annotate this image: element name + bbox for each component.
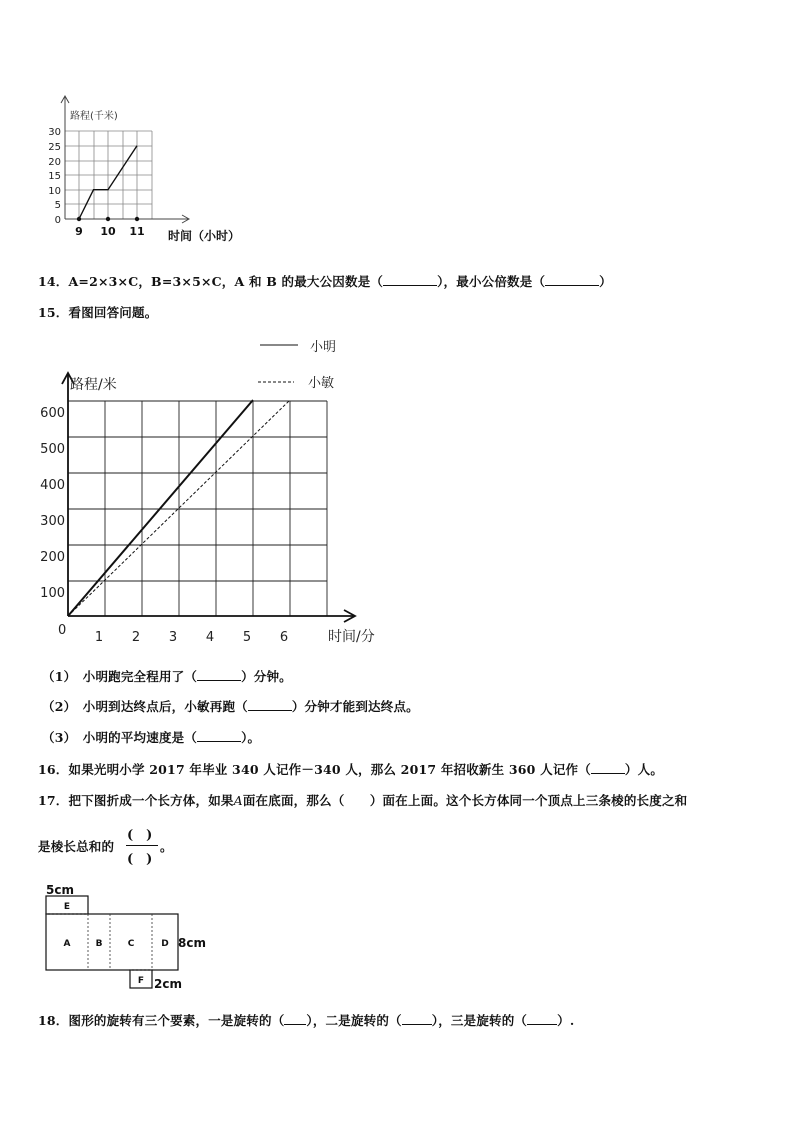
question-15-3 [42,728,260,746]
question-15-1 [42,667,292,685]
net-face-b: B [95,939,103,949]
q14-text-2: ），最小公倍数是（ [437,274,546,289]
chart2-xlabel: 时间/分 [328,629,375,645]
q17-end: 。 [160,839,173,854]
q15-1-text: （1） 小明跑完全程用了（ [42,669,198,684]
q15-2-text: （2） 小明到达终点后，小敏再跑（ [42,699,248,714]
q16-blank[interactable] [591,761,625,774]
chart2-ytick: 600 [40,406,65,421]
question-17-line2: 是棱长总和的 [38,839,115,854]
question-15-title: 15．看图回答问题。 [38,305,158,320]
chart2-ytick: 200 [40,550,65,565]
chart1-grid [65,131,152,219]
q15-2-blank[interactable] [248,698,292,711]
net-face-a: A [63,939,71,949]
net-face-c: C [127,939,135,949]
q18-text-3: ），三是旋转的（ [431,1013,528,1028]
chart2-xtick: 4 [205,630,215,645]
q15-1-blank[interactable] [197,668,241,681]
q14-blank-gcd[interactable] [383,273,437,286]
q18-blank-direction[interactable] [402,1012,432,1025]
q16-text: 16．如果光明小学 2017 年毕业 340 人记作－340 人，那么 2017 年招收新生 360 人记作（ [38,762,591,777]
chart2-xtick: 1 [94,630,104,645]
chart1-xlabel: 时间（小时） [168,229,241,243]
chart2-ytick: 300 [40,514,65,529]
chart1-ytick: 30 [48,127,61,138]
fraction-numerator: ( ) [127,828,153,843]
chart1-ytick: 5 [54,200,61,211]
chart2-ytick: 500 [40,442,65,457]
q14-text-1: 14．A=2×3×C，B=3×5×C，A 和 B 的最大公因数是（ [38,274,384,289]
chart1-dot-11 [135,217,139,221]
chart-xiaoming-xiaomin [36,334,396,652]
net-label-8cm: 8cm [178,936,206,950]
fraction-bar [126,845,158,846]
chart2-xtick: 5 [242,630,252,645]
q14-blank-lcm[interactable] [545,273,599,286]
chart2-xtick: 2 [131,630,141,645]
legend-xiaomin: 小敏 [308,376,335,391]
chart1-xtick: 9 [75,225,83,238]
chart2-ytick: 400 [40,478,65,493]
chart2-ytick: 100 [40,586,65,601]
chart1-ytick: 0 [54,215,61,226]
q16-text-end: ）人。 [624,762,664,777]
q17-text-2: 面在底面，那么（ ）面在上面。这个长方体同一个顶点上三条棱的长度之和 [242,793,688,808]
q17-face-a: A [233,793,243,808]
question-18 [38,1011,574,1029]
question-17-line1 [38,791,687,809]
net-face-d: D [161,939,169,949]
q15-3-blank[interactable] [197,729,241,742]
chart2-xtick: 3 [168,630,178,645]
chart1-xtick: 11 [129,225,145,238]
q18-text-4: ）. [557,1013,575,1028]
chart-distance-hours [36,92,256,247]
question-14 [38,272,612,290]
question-15-2 [42,697,419,715]
q15-1-text-end: ）分钟。 [241,669,292,684]
chart1-ytick: 25 [48,142,61,153]
chart1-ytick: 15 [48,171,61,182]
question-16 [38,760,663,778]
q15-2-text-end: ）分钟才能到达终点。 [291,699,419,714]
q15-3-text: （3） 小明的平均速度是（ [42,730,198,745]
q17-fraction-blank[interactable] [124,822,160,868]
chart2-origin: 0 [58,623,67,638]
net-face-f: F [137,976,145,986]
series-xiaoming-line [68,400,253,616]
chart1-xtick: 10 [100,225,116,238]
fraction-denominator: ( ) [127,852,153,867]
chart2-grid [68,401,327,616]
net-label-2cm: 2cm [154,977,182,991]
chart1-ylabel: 路程(千米) [70,111,118,122]
q18-text-1: 18．图形的旋转有三个要素，一是旋转的（ [38,1013,285,1028]
chart2-axes [62,373,355,622]
legend-xiaoming: 小明 [310,340,337,355]
chart1-dot-10 [106,217,110,221]
net-label-5cm: 5cm [46,883,74,897]
chart2-xtick: 6 [279,630,289,645]
q18-text-2: ），二是旋转的（ [306,1013,402,1028]
chart2-ylabel: 路程/米 [70,377,117,393]
cuboid-net-figure [40,878,220,996]
net-face-e: E [63,902,71,912]
q14-text-3: ） [599,274,612,289]
q15-3-text-end: ）。 [241,730,261,745]
q18-blank-center[interactable] [284,1012,306,1025]
chart1-ytick: 10 [48,186,61,197]
chart1-ytick: 20 [48,157,61,168]
q17-text: 17．把下图折成一个长方体，如果 [38,793,234,808]
q18-blank-angle[interactable] [527,1012,557,1025]
